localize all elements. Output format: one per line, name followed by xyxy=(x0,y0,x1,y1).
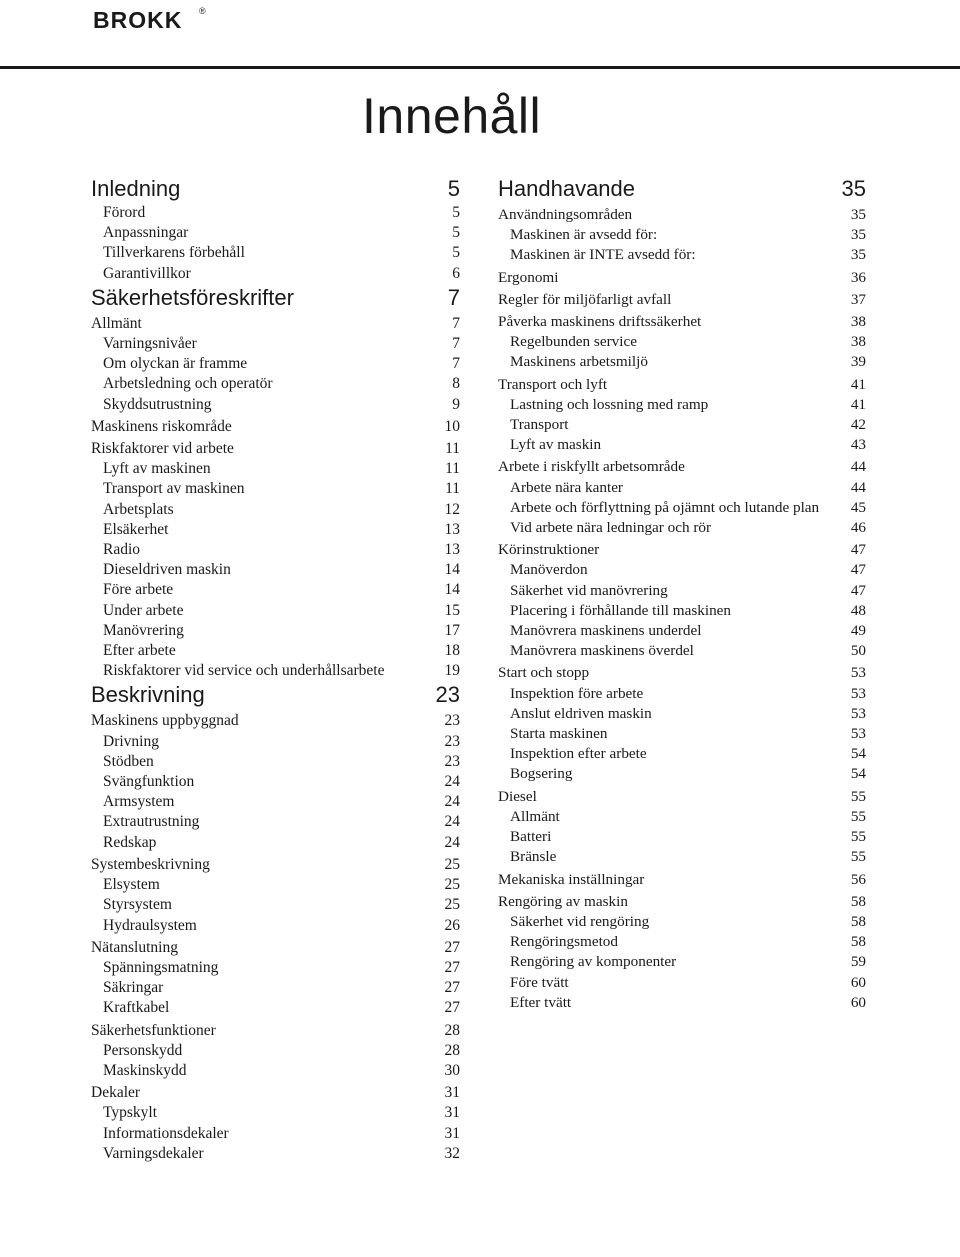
entry-page-number: 23 xyxy=(444,752,460,770)
entry-page-number: 12 xyxy=(444,500,460,518)
entry-page-number: 41 xyxy=(850,375,866,393)
toc-entry[interactable] xyxy=(498,560,866,580)
entry-title: Efter arbete xyxy=(103,642,176,660)
entry-page-number: 17 xyxy=(444,621,460,639)
entry-page-number: 13 xyxy=(444,520,460,538)
entry-title: Inspektion före arbete xyxy=(510,684,644,702)
toc-entry[interactable] xyxy=(91,1144,460,1164)
entry-title: Riskfaktorer vid arbete xyxy=(91,440,234,458)
entry-page-number: 14 xyxy=(444,581,460,599)
entry-page-number: 47 xyxy=(850,581,866,599)
section-page-number: 5 xyxy=(447,176,460,201)
entry-title: Systembeskrivning xyxy=(91,855,210,873)
section-page-number: 7 xyxy=(447,284,460,310)
entry-page-number: 7 xyxy=(452,314,460,332)
toc-entry[interactable] xyxy=(91,792,460,812)
entry-page-number: 53 xyxy=(850,664,866,682)
toc-entry[interactable] xyxy=(498,332,866,352)
entry-title: Starta maskinen xyxy=(510,725,608,743)
entry-title: Säkerhetsfunktioner xyxy=(91,1021,216,1039)
entry-page-number: 27 xyxy=(444,938,460,956)
toc-entry[interactable] xyxy=(498,764,866,784)
toc-entry[interactable] xyxy=(498,952,866,972)
entry-title: Informationsdekaler xyxy=(103,1124,229,1142)
entry-title: Lyft av maskinen xyxy=(103,460,211,478)
entry-page-number: 55 xyxy=(850,807,866,825)
entry-page-number: 27 xyxy=(444,958,460,976)
entry-title: Inspektion efter arbete xyxy=(510,745,647,763)
section-page-number: 23 xyxy=(435,682,460,708)
toc-right-column xyxy=(498,175,866,1013)
toc-entry[interactable] xyxy=(91,203,460,223)
entry-title: Maskinskydd xyxy=(103,1061,187,1079)
entry-title: Rengöringsmetod xyxy=(510,933,618,951)
toc-entry[interactable] xyxy=(498,225,866,245)
entry-page-number: 46 xyxy=(850,519,866,537)
entry-page-number: 58 xyxy=(850,933,866,951)
entry-title: Redskap xyxy=(103,833,157,851)
entry-title: Arbete och förflyttning på ojämnt och lutande plan xyxy=(510,498,820,516)
entry-page-number: 15 xyxy=(444,601,460,619)
toc-entry[interactable] xyxy=(91,439,460,459)
entry-title: Transport xyxy=(510,416,569,434)
toc-entry[interactable] xyxy=(91,479,460,499)
section-title: Handhavande xyxy=(498,176,636,201)
toc-entry[interactable] xyxy=(498,870,866,890)
entry-title: Rengöring av maskin xyxy=(498,892,628,910)
toc-entry[interactable] xyxy=(498,375,866,395)
entry-title: Kraftkabel xyxy=(103,999,170,1017)
entry-title: Regler för miljöfarligt avfall xyxy=(498,290,672,308)
entry-page-number: 25 xyxy=(444,896,460,914)
entry-page-number: 23 xyxy=(444,732,460,750)
entry-page-number: 38 xyxy=(850,313,866,331)
toc-entry[interactable] xyxy=(91,264,460,284)
entry-title: Rengöring av komponenter xyxy=(510,953,677,971)
toc-entry[interactable] xyxy=(91,812,460,832)
section-title: Beskrivning xyxy=(91,682,205,708)
entry-page-number: 19 xyxy=(444,662,460,680)
toc-left-column xyxy=(91,175,460,1164)
entry-page-number: 47 xyxy=(850,541,866,559)
entry-title: Bogsering xyxy=(510,765,573,783)
entry-page-number: 53 xyxy=(850,704,866,722)
entry-page-number: 55 xyxy=(850,848,866,866)
section-page-number: 35 xyxy=(841,176,866,201)
entry-title: Skyddsutrustning xyxy=(103,395,212,413)
entry-title: Arbetsplats xyxy=(103,500,174,518)
entry-title: Körinstruktioner xyxy=(498,541,600,559)
entry-page-number: 39 xyxy=(850,353,866,371)
toc-entry[interactable] xyxy=(498,518,866,538)
toc-entry[interactable] xyxy=(91,223,460,243)
entry-title: Start och stopp xyxy=(498,664,590,682)
entry-page-number: 42 xyxy=(850,416,866,434)
entry-title: Ergonomi xyxy=(498,268,559,286)
toc-entry[interactable] xyxy=(91,334,460,354)
entry-title: Spänningsmatning xyxy=(103,958,219,976)
entry-title: Extrautrustning xyxy=(103,813,200,831)
entry-page-number: 13 xyxy=(444,541,460,559)
entry-page-number: 26 xyxy=(444,916,460,934)
entry-page-number: 7 xyxy=(452,355,460,373)
entry-title: Varningsnivåer xyxy=(103,335,197,353)
entry-page-number: 56 xyxy=(850,870,866,888)
entry-page-number: 60 xyxy=(850,993,866,1011)
toc-entry[interactable] xyxy=(91,1083,460,1103)
entry-title: Riskfaktorer vid service och underhållsarbete xyxy=(103,662,385,680)
entry-title: Efter tvätt xyxy=(510,993,572,1011)
toc-entry[interactable] xyxy=(498,892,866,912)
toc-entry[interactable] xyxy=(91,621,460,641)
entry-page-number: 7 xyxy=(452,335,460,353)
entry-title: Batteri xyxy=(510,828,552,846)
entry-title: Diesel xyxy=(498,787,537,805)
entry-title: Före arbete xyxy=(103,581,174,599)
entry-title: Användningsområden xyxy=(498,206,633,223)
entry-title: Armsystem xyxy=(103,793,175,811)
entry-page-number: 24 xyxy=(444,773,460,791)
entry-page-number: 60 xyxy=(850,973,866,991)
toc-entry[interactable] xyxy=(91,560,460,580)
entry-title: Stödben xyxy=(103,752,154,770)
entry-page-number: 50 xyxy=(850,642,866,660)
toc-entry[interactable] xyxy=(91,1124,460,1144)
toc-entry[interactable] xyxy=(498,540,866,560)
toc-entry[interactable] xyxy=(91,661,460,681)
entry-page-number: 11 xyxy=(445,480,460,498)
toc-entry[interactable] xyxy=(91,978,460,998)
entry-title: Maskinens arbetsmiljö xyxy=(510,353,648,371)
toc-entry[interactable] xyxy=(91,916,460,936)
entry-title: Maskinens riskområde xyxy=(91,417,232,435)
toc-entry[interactable] xyxy=(91,354,460,374)
entry-title: Förord xyxy=(103,204,146,221)
entry-page-number: 54 xyxy=(850,745,866,763)
toc-entry[interactable] xyxy=(498,478,866,498)
toc-entry[interactable] xyxy=(91,895,460,915)
entry-page-number: 47 xyxy=(850,561,866,579)
entry-page-number: 36 xyxy=(850,268,866,286)
entry-page-number: 32 xyxy=(444,1144,460,1162)
entry-page-number: 48 xyxy=(850,601,866,619)
entry-page-number: 58 xyxy=(850,912,866,930)
entry-title: Manövrera maskinens underdel xyxy=(510,622,702,640)
entry-page-number: 28 xyxy=(444,1021,460,1039)
toc-entry[interactable] xyxy=(91,998,460,1018)
toc-entry[interactable] xyxy=(91,417,460,437)
entry-title: Säkerhet vid manövrering xyxy=(510,581,668,599)
page-title: Innehåll xyxy=(362,88,542,144)
toc-section-heading[interactable] xyxy=(91,681,460,709)
toc-entry[interactable] xyxy=(498,245,866,265)
toc-entry[interactable] xyxy=(91,958,460,978)
entry-title: Dieseldriven maskin xyxy=(103,561,231,579)
section-title: Inledning xyxy=(91,176,181,201)
entry-page-number: 53 xyxy=(850,684,866,702)
toc-entry[interactable] xyxy=(498,415,866,435)
toc-entry[interactable] xyxy=(91,732,460,752)
entry-page-number: 55 xyxy=(850,828,866,846)
entry-page-number: 18 xyxy=(444,642,460,660)
entry-title: Säkerhet vid rengöring xyxy=(510,912,650,930)
entry-page-number: 31 xyxy=(444,1104,460,1122)
entry-page-number: 27 xyxy=(444,979,460,997)
entry-page-number: 35 xyxy=(850,206,866,223)
entry-title: Maskinen är INTE avsedd för: xyxy=(510,246,696,264)
entry-title: Transport av maskinen xyxy=(103,480,245,498)
entry-page-number: 58 xyxy=(850,892,866,910)
toc-entry[interactable] xyxy=(498,435,866,455)
entry-title: Radio xyxy=(103,541,141,559)
entry-page-number: 8 xyxy=(452,375,460,393)
toc-entry[interactable] xyxy=(498,663,866,683)
entry-title: Hydraulsystem xyxy=(103,916,197,934)
entry-page-number: 11 xyxy=(445,460,460,478)
registered-mark: ® xyxy=(199,6,206,16)
toc-entry[interactable] xyxy=(91,1061,460,1081)
entry-page-number: 37 xyxy=(850,290,866,308)
entry-title: Maskinen är avsedd för: xyxy=(510,226,658,244)
toc-entry[interactable] xyxy=(498,581,866,601)
entry-page-number: 31 xyxy=(444,1084,460,1102)
entry-page-number: 5 xyxy=(452,224,460,242)
toc-entry[interactable] xyxy=(91,314,460,334)
entry-page-number: 25 xyxy=(444,876,460,894)
entry-page-number: 31 xyxy=(444,1124,460,1142)
entry-page-number: 6 xyxy=(452,264,460,282)
entry-title: Styrsystem xyxy=(103,896,172,914)
toc-section-heading[interactable] xyxy=(498,175,866,203)
toc-entry[interactable] xyxy=(91,875,460,895)
entry-page-number: 10 xyxy=(444,417,460,435)
toc-entry[interactable] xyxy=(91,1021,460,1041)
toc-entry[interactable] xyxy=(498,847,866,867)
entry-page-number: 54 xyxy=(850,765,866,783)
entry-title: Placering i förhållande till maskinen xyxy=(510,601,731,619)
toc-entry[interactable] xyxy=(498,787,866,807)
toc-entry[interactable] xyxy=(498,290,866,310)
entry-page-number: 24 xyxy=(444,793,460,811)
toc-entry[interactable] xyxy=(498,395,866,415)
entry-page-number: 9 xyxy=(452,395,460,413)
entry-page-number: 44 xyxy=(850,478,866,496)
entry-title: Transport och lyft xyxy=(498,375,608,393)
entry-title: Lastning och lossning med ramp xyxy=(510,395,709,413)
toc-section-heading[interactable] xyxy=(91,175,460,203)
entry-title: Vid arbete nära ledningar och rör xyxy=(510,519,712,537)
entry-page-number: 25 xyxy=(444,855,460,873)
toc-entry[interactable] xyxy=(91,500,460,520)
entry-title: Allmänt xyxy=(510,807,560,825)
toc-entry[interactable] xyxy=(91,540,460,560)
entry-title: Allmänt xyxy=(91,314,142,332)
entry-title: Svängfunktion xyxy=(103,773,195,791)
toc-entry[interactable] xyxy=(91,520,460,540)
entry-page-number: 28 xyxy=(444,1041,460,1059)
entry-title: Arbete i riskfyllt arbetsområde xyxy=(498,458,685,476)
toc-entry[interactable] xyxy=(498,932,866,952)
toc-entry[interactable] xyxy=(91,855,460,875)
toc-entry[interactable] xyxy=(498,827,866,847)
entry-title: Bränsle xyxy=(510,848,557,866)
entry-title: Anpassningar xyxy=(103,224,189,242)
entry-title: Under arbete xyxy=(103,601,184,619)
toc-entry[interactable] xyxy=(91,711,460,731)
entry-title: Personskydd xyxy=(103,1041,183,1059)
toc-entry[interactable] xyxy=(498,268,866,288)
entry-page-number: 24 xyxy=(444,833,460,851)
toc-entry[interactable] xyxy=(498,641,866,661)
entry-page-number: 30 xyxy=(444,1061,460,1079)
toc-entry[interactable] xyxy=(498,704,866,724)
toc-entry[interactable] xyxy=(91,374,460,394)
entry-title: Regelbunden service xyxy=(510,333,637,351)
entry-page-number: 14 xyxy=(444,561,460,579)
entry-title: Manövrering xyxy=(103,621,184,639)
header-rule xyxy=(0,66,960,69)
toc-section-heading[interactable] xyxy=(91,284,460,312)
entry-page-number: 59 xyxy=(850,953,866,971)
entry-page-number: 53 xyxy=(850,725,866,743)
toc-entry[interactable] xyxy=(498,744,866,764)
toc-entry[interactable] xyxy=(91,243,460,263)
toc-entry[interactable] xyxy=(498,601,866,621)
brokk-logo xyxy=(93,5,208,31)
entry-page-number: 5 xyxy=(452,204,460,221)
entry-page-number: 24 xyxy=(444,813,460,831)
toc-entry[interactable] xyxy=(498,205,866,225)
section-title: Säkerhetsföreskrifter xyxy=(91,284,294,310)
toc-entry[interactable] xyxy=(91,772,460,792)
toc-entry[interactable] xyxy=(91,459,460,479)
entry-title: Arbetsledning och operatör xyxy=(103,375,273,393)
entry-title: Elsystem xyxy=(103,876,160,894)
entry-page-number: 5 xyxy=(452,244,460,262)
entry-title: Maskinens uppbyggnad xyxy=(91,712,239,730)
entry-title: Manövrera maskinens överdel xyxy=(510,642,694,660)
entry-page-number: 38 xyxy=(850,333,866,351)
entry-page-number: 11 xyxy=(445,440,460,458)
toc-entry[interactable] xyxy=(91,752,460,772)
entry-page-number: 41 xyxy=(850,395,866,413)
toc-entry[interactable] xyxy=(498,684,866,704)
entry-title: Drivning xyxy=(103,732,159,750)
brokk-logo-text: BROKK xyxy=(93,7,183,31)
toc-entry[interactable] xyxy=(91,938,460,958)
toc-entry[interactable] xyxy=(498,621,866,641)
toc-entry[interactable] xyxy=(91,641,460,661)
entry-page-number: 35 xyxy=(850,246,866,264)
entry-title: Lyft av maskin xyxy=(510,436,602,454)
toc-entry[interactable] xyxy=(91,1041,460,1061)
entry-page-number: 43 xyxy=(850,436,866,454)
toc-entry[interactable] xyxy=(498,912,866,932)
toc-entry[interactable] xyxy=(91,1103,460,1123)
entry-page-number: 35 xyxy=(850,226,866,244)
entry-page-number: 45 xyxy=(850,498,866,516)
entry-title: Säkringar xyxy=(103,979,164,997)
entry-page-number: 55 xyxy=(850,787,866,805)
toc-entry[interactable] xyxy=(498,498,866,518)
entry-page-number: 23 xyxy=(444,712,460,730)
toc-entry[interactable] xyxy=(498,312,866,332)
entry-title: Tillverkarens förbehåll xyxy=(103,244,245,262)
entry-title: Typskylt xyxy=(103,1104,158,1122)
toc-entry[interactable] xyxy=(498,973,866,993)
entry-title: Varningsdekaler xyxy=(103,1144,204,1162)
toc-entry[interactable] xyxy=(91,601,460,621)
entry-title: Påverka maskinens driftssäkerhet xyxy=(498,313,702,331)
entry-title: Garantivillkor xyxy=(103,264,191,282)
toc-entry[interactable] xyxy=(498,993,866,1013)
entry-title: Elsäkerhet xyxy=(103,520,169,538)
entry-title: Om olyckan är framme xyxy=(103,355,248,373)
toc-entry[interactable] xyxy=(91,833,460,853)
toc-entry[interactable] xyxy=(498,352,866,372)
toc-entry[interactable] xyxy=(91,580,460,600)
entry-title: Arbete nära kanter xyxy=(510,478,623,496)
entry-title: Dekaler xyxy=(91,1084,141,1102)
entry-title: Manöverdon xyxy=(510,561,588,579)
toc-entry[interactable] xyxy=(498,724,866,744)
toc-entry[interactable] xyxy=(498,457,866,477)
entry-page-number: 49 xyxy=(850,622,866,640)
entry-page-number: 44 xyxy=(850,458,866,476)
toc-entry[interactable] xyxy=(91,395,460,415)
entry-title: Före tvätt xyxy=(510,973,569,991)
entry-page-number: 27 xyxy=(444,999,460,1017)
entry-title: Anslut eldriven maskin xyxy=(510,704,652,722)
entry-title: Mekaniska inställningar xyxy=(498,870,645,888)
entry-title: Nätanslutning xyxy=(91,938,178,956)
toc-entry[interactable] xyxy=(498,807,866,827)
